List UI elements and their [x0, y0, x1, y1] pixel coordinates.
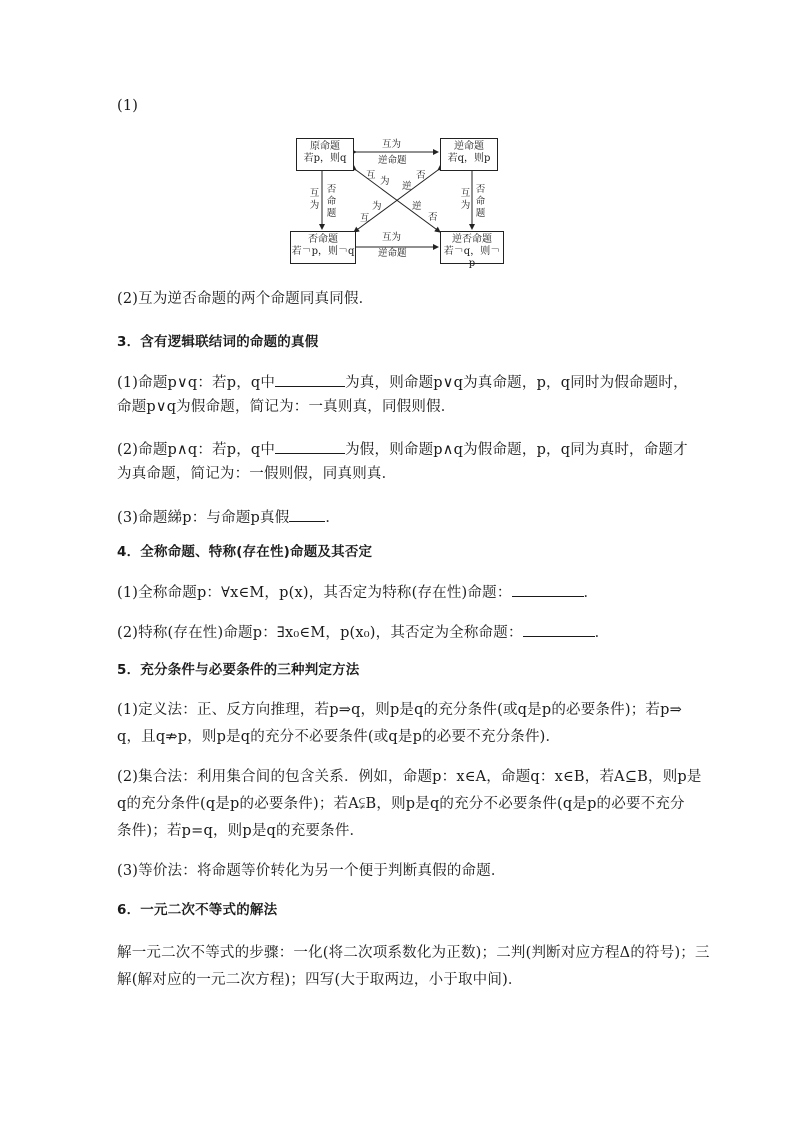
- line-3-1c: 命题p∨q为假命题，简记为：一真则真，同假则假．: [117, 399, 456, 415]
- line-4-2: [117, 622, 609, 642]
- text-3-1-prefix: (1)命题p∨q：若p，q中: [117, 375, 276, 391]
- box-contrapositive-text: 若￢q，则￢p: [443, 246, 501, 269]
- box-original-proposition: [296, 138, 354, 171]
- line-5-2c: 条件)；若p=q，则p是q的充要条件．: [117, 823, 365, 839]
- text-4-2-prefix: (2)特称(存在性)命题p：∃x₀∈M，p(x₀)，其否定为全称命题：: [117, 625, 523, 641]
- box-original-title: 原命题: [310, 141, 340, 152]
- line-5-3: (3)等价法：将命题等价转化为另一个便于判断真假的命题．: [117, 863, 506, 879]
- label-cross-b1: 否: [428, 212, 438, 223]
- label-right-inner: 否命题: [475, 184, 486, 219]
- label-cross-a4: 否: [416, 170, 426, 181]
- line-4-1: [117, 582, 598, 602]
- line-3-2c: 为真命题，简记为：一假则假，同真则真．: [117, 466, 397, 482]
- label-cross-b4: 互: [360, 213, 370, 224]
- blank-3-3[interactable]: [289, 507, 325, 522]
- heading-section-4: 4．全称命题、特称(存在性)命题及其否定: [117, 544, 373, 560]
- box-converse-text: 若q，则p: [447, 153, 491, 164]
- proposition-relation-diagram: [282, 130, 512, 270]
- line-3-1a: [117, 372, 688, 392]
- label-bottom-2: 逆命题: [378, 248, 407, 259]
- label-left-outer: 互为: [309, 188, 320, 211]
- label-top-1: 互为: [382, 139, 402, 150]
- line-5-2a: (2)集合法：利用集合间的包含关系．例如，命题p：x∈A，命题q：x∈B，若A⊆B，则p是: [117, 769, 702, 785]
- label-cross-a1: 互: [366, 170, 376, 181]
- box-contrapositive-proposition: [440, 231, 504, 269]
- text-4-1-prefix: (1)全称命题p：∀x∈M，p(x)，其否定为特称(存在性)命题：: [117, 585, 512, 601]
- section-label: (1): [117, 98, 139, 114]
- heading-section-6: 6．一元二次不等式的解法: [117, 902, 278, 918]
- box-inverse-text: 若￢p，则￢q: [291, 246, 355, 257]
- text-3-1-suffix: 为真，则命题p∨q为真命题，p，q同时为假命题时，: [345, 375, 688, 391]
- box-inverse-title: 否命题: [308, 234, 338, 245]
- label-top-2: 逆命题: [378, 155, 407, 166]
- heading-section-3: 3．含有逻辑联结词的命题的真假: [117, 334, 319, 350]
- text-4-2-suffix: ．: [594, 625, 610, 641]
- box-contrapositive-title: 逆否命题: [452, 234, 492, 245]
- label-cross-b3: 为: [372, 201, 382, 212]
- line-6-1: 解一元二次不等式的步骤：一化(将二次项系数化为正数)；二判(判断对应方程Δ的符号)；三: [117, 945, 710, 961]
- label-bottom-1: 互为: [382, 232, 402, 243]
- blank-4-1[interactable]: [512, 582, 584, 597]
- line-5-2b: q的充分条件(q是p的必要条件)；若A⫋B，则p是q的充分不必要条件(q是p的必要不充分: [117, 796, 685, 812]
- line-6-2: 解(解对应的一元二次方程)；四写(大于取两边，小于取中间)．: [117, 972, 523, 988]
- line-contrapositive-same-truth: (2)互为逆否命题的两个命题同真同假．: [117, 291, 374, 307]
- box-inverse-proposition: [290, 231, 356, 264]
- label-cross-a2: 为: [380, 176, 390, 187]
- box-converse-title: 逆命题: [454, 141, 484, 152]
- blank-3-1[interactable]: [275, 372, 345, 387]
- blank-4-2[interactable]: [523, 622, 595, 637]
- label-cross-b2: 逆: [412, 201, 422, 212]
- line-3-3: [117, 507, 340, 527]
- blank-3-2[interactable]: [275, 439, 345, 454]
- heading-section-5: 5．充分条件与必要条件的三种判定方法: [117, 662, 360, 678]
- text-3-3-prefix: (3)命题綈p：与命题p真假: [117, 510, 290, 526]
- label-left-inner: 否命题: [326, 184, 337, 219]
- label-right-outer: 互为: [460, 188, 471, 211]
- text-3-2-prefix: (2)命题p∧q：若p，q中: [117, 442, 276, 458]
- line-5-1a: (1)定义法：正、反方向推理，若p⇒q，则p是q的充分条件(或q是p的必要条件)；若p⇒: [117, 702, 682, 718]
- line-3-2a: [117, 439, 688, 459]
- text-3-3-suffix: ．: [325, 510, 341, 526]
- text-4-1-suffix: ．: [583, 585, 599, 601]
- text-3-2-suffix: 为假，则命题p∧q为假命题，p，q同为真时，命题才: [345, 442, 688, 458]
- box-original-text: 若p，则q: [303, 153, 347, 164]
- label-cross-a3: 逆: [402, 181, 412, 192]
- box-converse-proposition: [440, 138, 498, 171]
- line-5-1b: q，且q⇏p，则p是q的充分不必要条件(或q是p的必要不充分条件)．: [117, 729, 561, 745]
